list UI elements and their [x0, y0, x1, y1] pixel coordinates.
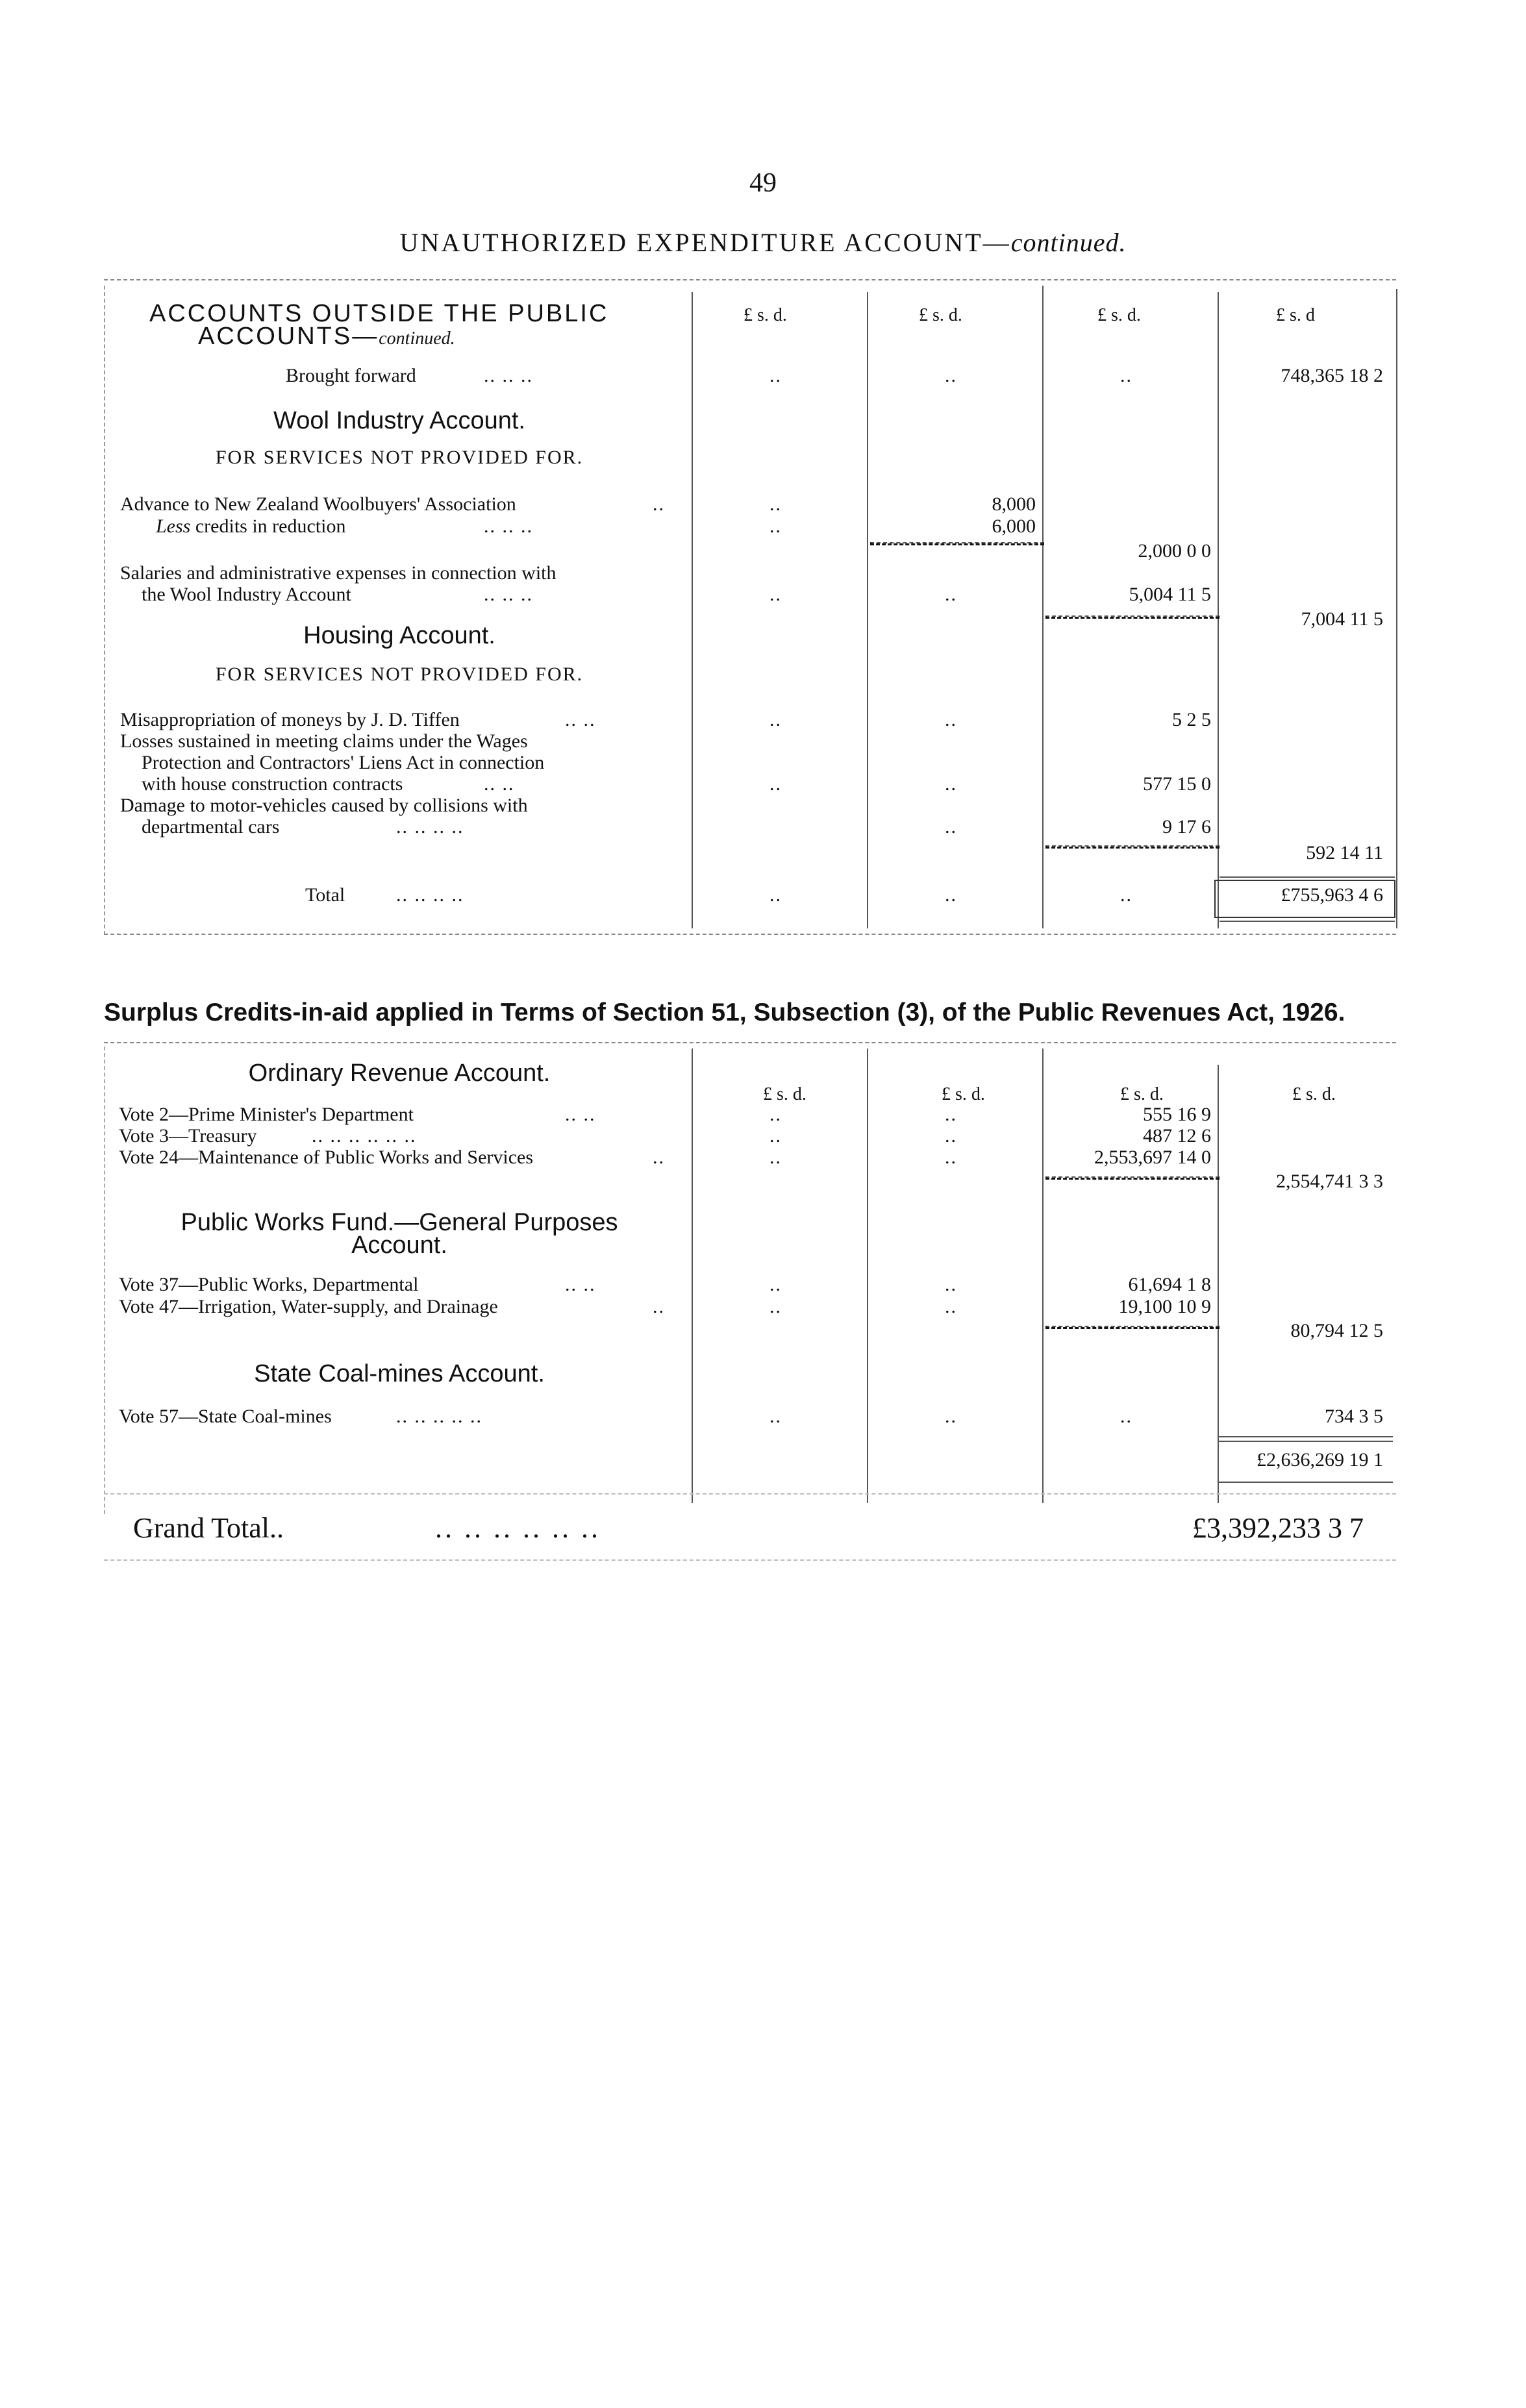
- surplus-column-header-1: £ s. d.: [763, 1084, 807, 1104]
- brought-forward-label: Brought forward: [286, 365, 416, 386]
- ordinary-heading: Ordinary Revenue Account.: [248, 1060, 551, 1087]
- wool-less-label: Less credits in reduction: [156, 515, 346, 537]
- grand-total-label: Grand Total..: [133, 1512, 284, 1544]
- page-number: 49: [749, 168, 777, 198]
- pwf-total: 80,794 12 5: [1290, 1320, 1383, 1341]
- wool-total: 7,004 11 5: [1301, 608, 1383, 630]
- housing-losses-line1: Losses sustained in meeting claims under the Wages: [120, 730, 528, 752]
- ordinary-total: 2,554,741 3 3: [1276, 1171, 1383, 1192]
- brought-forward-total: 748,365 18 2: [1281, 365, 1383, 386]
- column-header-1: £ s. d.: [744, 305, 787, 325]
- ordinary-row-label: Vote 3—Treasury: [119, 1125, 257, 1147]
- wool-advance-amount: 8,000: [992, 493, 1036, 515]
- surplus-heading: Surplus Credits-in-aid applied in Terms of Section 51, Subsection (3), of the Public Revenues Act, 1926.: [104, 999, 1345, 1026]
- pwf-heading-line2: Account.: [351, 1232, 447, 1259]
- wool-heading: Wool Industry Account.: [273, 407, 525, 434]
- pwf-row-label: Vote 37—Public Works, Departmental: [119, 1274, 419, 1295]
- pwf-row-label: Vote 47—Irrigation, Water-supply, and Drainage: [119, 1296, 498, 1317]
- pwf-row-amount: 61,694 1 8: [1128, 1274, 1211, 1295]
- housing-misappropriation-amount: 5 2 5: [1172, 709, 1211, 730]
- surplus-subtotal: £2,636,269 19 1: [1257, 1449, 1383, 1471]
- housing-damage-amount: 9 17 6: [1162, 816, 1211, 838]
- wool-subheading: FOR SERVICES NOT PROVIDED FOR.: [215, 447, 584, 468]
- wool-less-amount: 6,000: [992, 515, 1036, 537]
- coal-row-label: Vote 57—State Coal-mines: [119, 1406, 332, 1427]
- wool-net-amount: 2,000 0 0: [1138, 540, 1211, 562]
- coal-total: 734 3 5: [1325, 1406, 1383, 1427]
- title-main: UNAUTHORIZED EXPENDITURE ACCOUNT—: [399, 228, 1011, 257]
- ordinary-row-amount: 2,553,697 14 0: [1094, 1147, 1211, 1168]
- total-amount: £755,963 4 6: [1281, 884, 1383, 906]
- grand-total-amount: £3,392,233 3 7: [1192, 1512, 1364, 1544]
- housing-losses-amount: 577 15 0: [1143, 773, 1211, 795]
- pwf-heading-line1: Public Works Fund.—General Purposes: [181, 1209, 618, 1236]
- ordinary-row-amount: 555 16 9: [1143, 1104, 1211, 1125]
- column-header-4: £ s. d: [1276, 305, 1315, 325]
- accounts-heading-line1: ACCOUNTS OUTSIDE THE PUBLIC: [149, 300, 609, 327]
- ordinary-row-label: Vote 24—Maintenance of Public Works and Services: [119, 1147, 534, 1168]
- column-header-2: £ s. d.: [919, 305, 962, 325]
- surplus-column-header-3: £ s. d.: [1120, 1084, 1164, 1104]
- coal-heading: State Coal-mines Account.: [254, 1360, 545, 1387]
- housing-losses-line2: Protection and Contractors' Liens Act in connection: [142, 752, 545, 773]
- ordinary-row-label: Vote 2—Prime Minister's Department: [119, 1104, 414, 1125]
- housing-misappropriation-label: Misappropriation of moneys by J. D. Tiffen: [120, 709, 460, 730]
- accounts-heading-line2: ACCOUNTS—continued.: [198, 323, 455, 350]
- housing-damage-line2: departmental cars: [142, 816, 280, 838]
- wool-salaries-line2: the Wool Industry Account: [142, 584, 351, 605]
- total-label: Total: [305, 884, 345, 906]
- ordinary-row-amount: 487 12 6: [1143, 1125, 1211, 1147]
- title-continued: continued.: [1010, 228, 1127, 257]
- housing-total: 592 14 11: [1306, 842, 1383, 863]
- pwf-row-amount: 19,100 10 9: [1118, 1296, 1211, 1317]
- housing-subheading: FOR SERVICES NOT PROVIDED FOR.: [215, 664, 584, 685]
- surplus-column-header-2: £ s. d.: [942, 1084, 985, 1104]
- page-title: [0, 227, 1526, 258]
- housing-heading: Housing Account.: [303, 622, 495, 649]
- housing-damage-line1: Damage to motor-vehicles caused by collisions with: [120, 795, 528, 816]
- wool-advance-label: Advance to New Zealand Woolbuyers' Association: [120, 493, 516, 515]
- column-header-3: £ s. d.: [1097, 305, 1141, 325]
- housing-losses-line3: with house construction contracts: [142, 773, 403, 795]
- surplus-column-header-4: £ s. d.: [1292, 1084, 1336, 1104]
- wool-salaries-amount: 5,004 11 5: [1129, 584, 1211, 605]
- wool-salaries-line1: Salaries and administrative expenses in connection with: [120, 562, 557, 584]
